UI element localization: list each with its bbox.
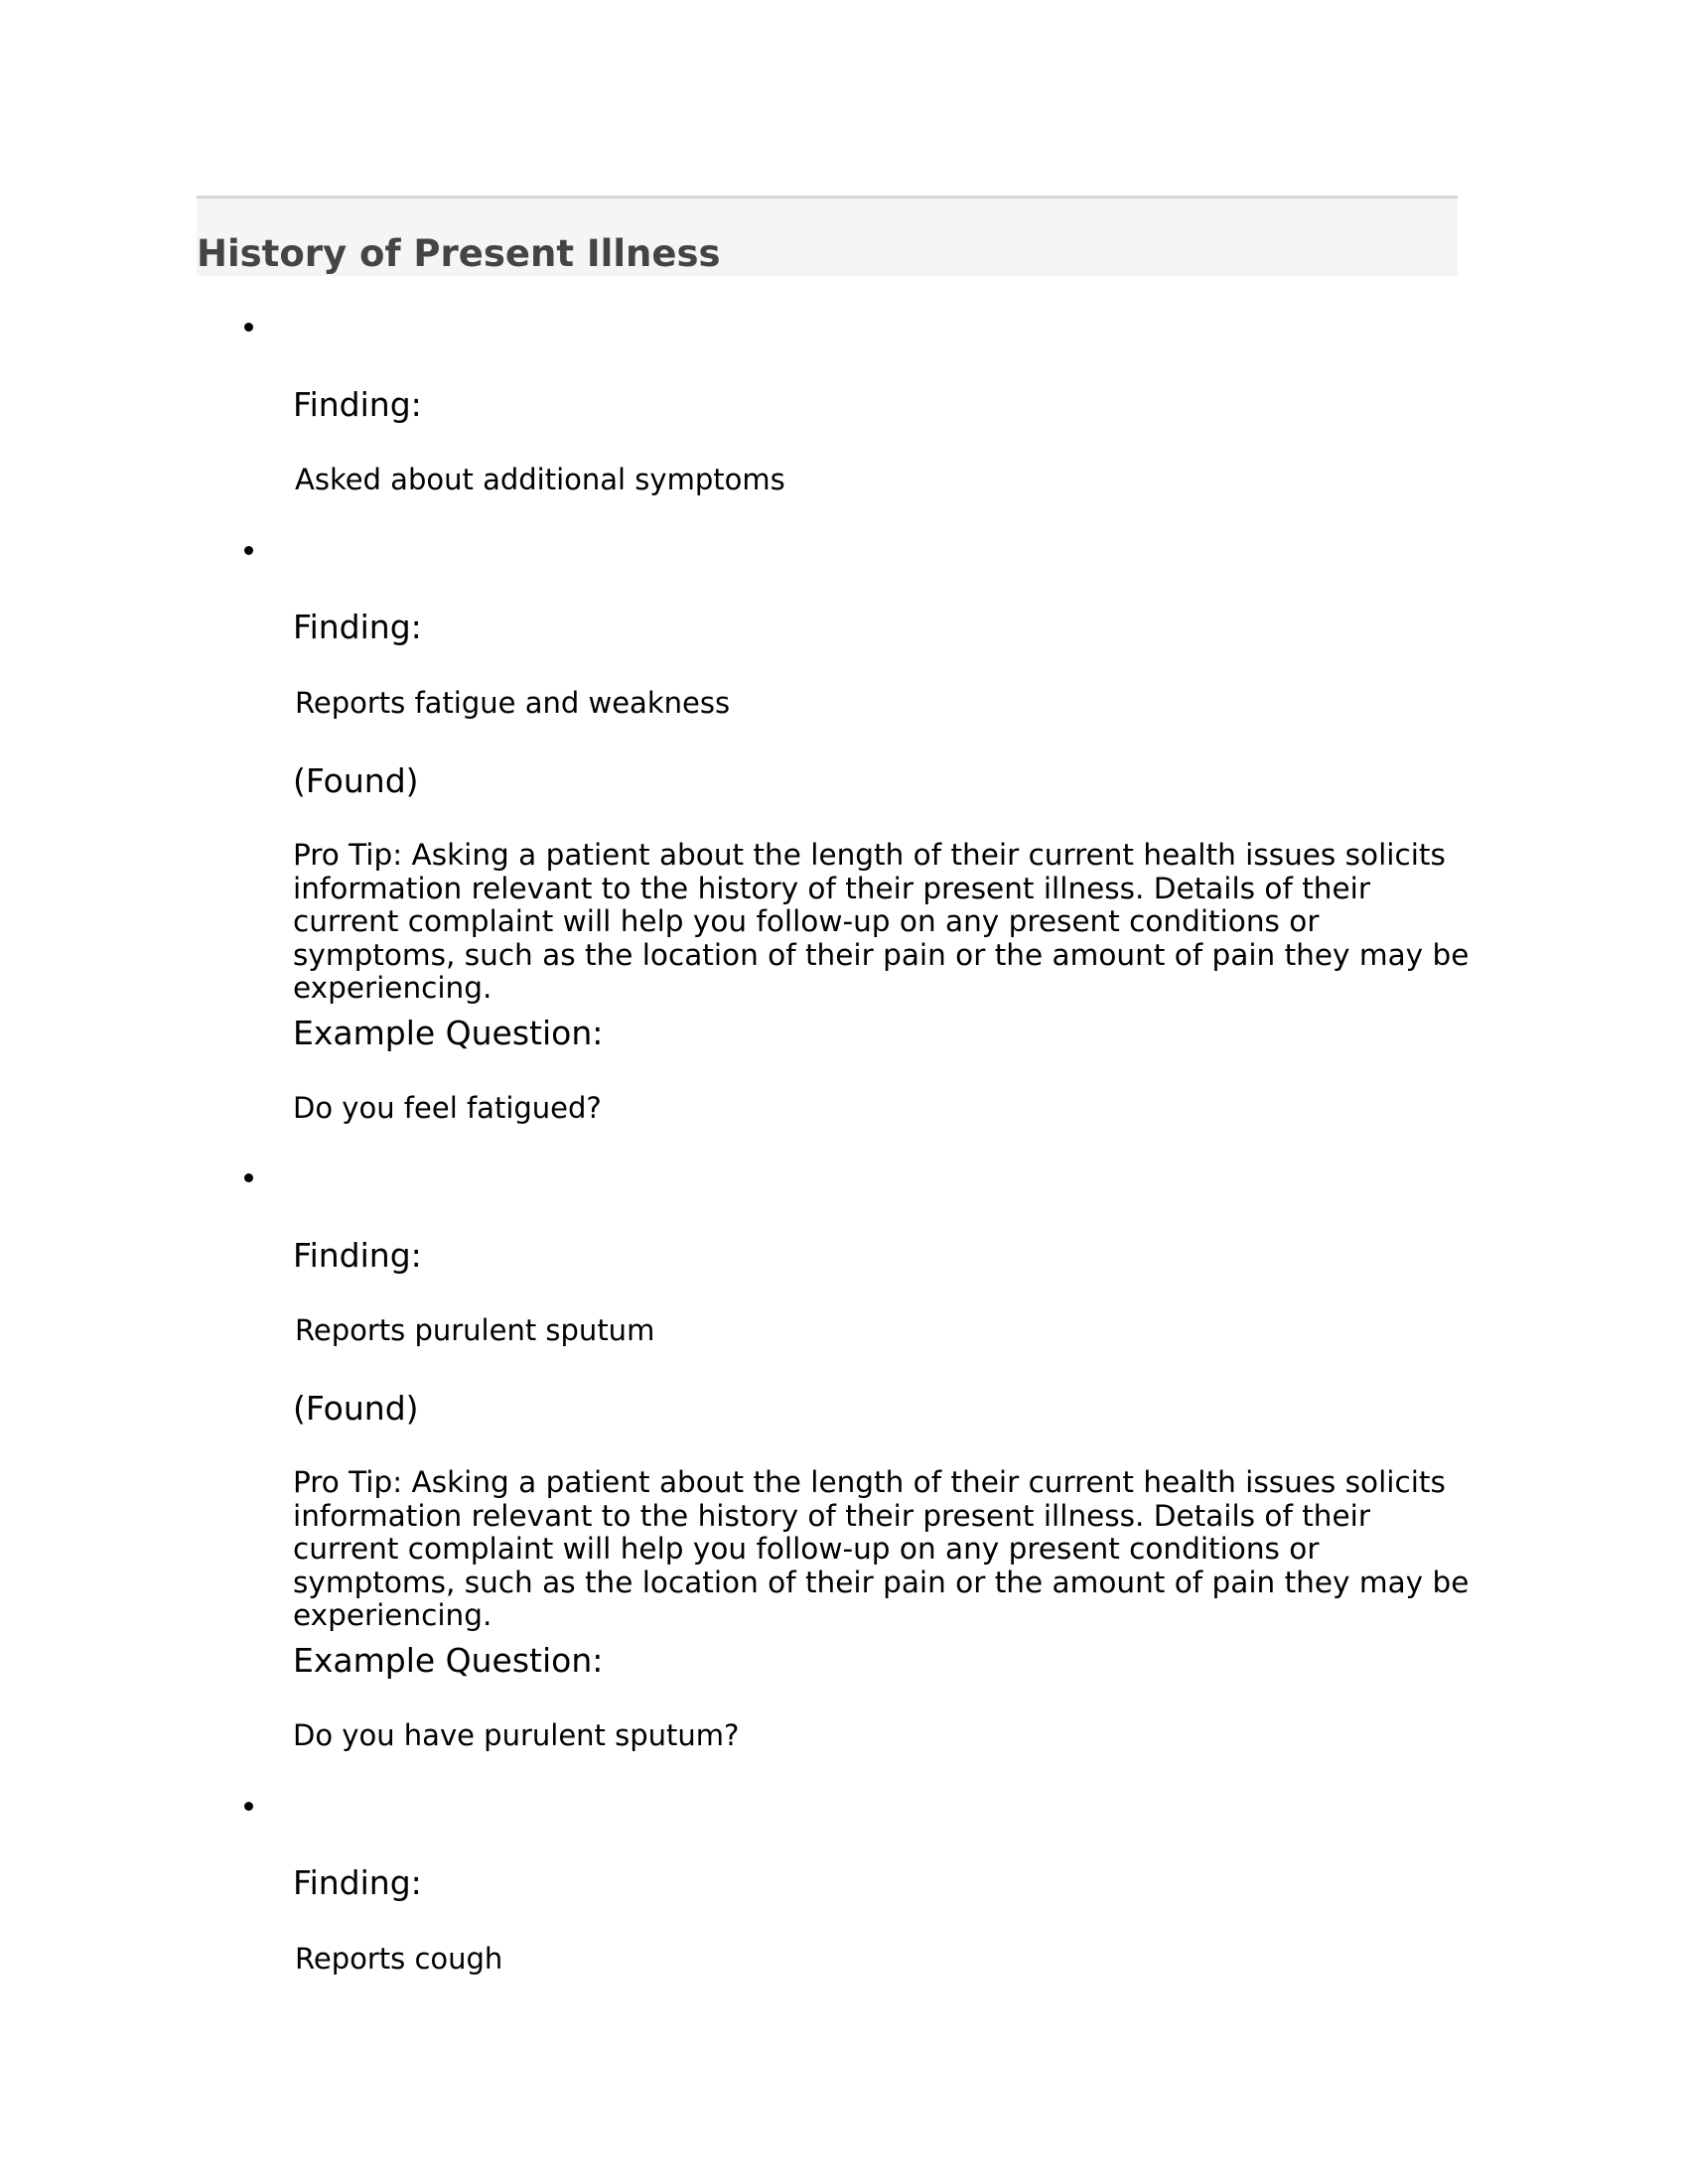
finding-label: Finding: <box>293 608 422 646</box>
finding-text: Asked about additional symptoms <box>295 463 785 496</box>
finding-label: Finding: <box>293 385 422 424</box>
bullet-icon <box>244 546 253 555</box>
section-title: History of Present Illness <box>197 232 721 275</box>
bullet-icon <box>244 1802 253 1811</box>
pro-tip: Pro Tip: Asking a patient about the length of their current health issues solicits information relevant to the history of their present illness. Details of their current complaint will help you follow-up on any present conditions or symptoms, such as the location of their pain or the amount of pain they may be experiencing. <box>293 838 1470 1005</box>
example-question: Do you feel fatigued? <box>293 1091 602 1125</box>
finding-label: Finding: <box>293 1236 422 1275</box>
example-question: Do you have purulent sputum? <box>293 1718 740 1752</box>
finding-text: Reports purulent sputum <box>295 1313 655 1347</box>
section-header <box>197 196 1458 276</box>
bullet-icon <box>244 323 253 332</box>
bullet-icon <box>244 1173 253 1182</box>
found-status: (Found) <box>293 1389 419 1428</box>
example-question-label: Example Question: <box>293 1014 604 1052</box>
finding-text: Reports cough <box>295 1942 503 1976</box>
example-question-label: Example Question: <box>293 1641 604 1680</box>
pro-tip: Pro Tip: Asking a patient about the length of their current health issues solicits information relevant to the history of their present illness. Details of their current complaint will help you follow-up on any present conditions or symptoms, such as the location of their pain or the amount of pain they may be experiencing. <box>293 1465 1470 1632</box>
finding-label: Finding: <box>293 1863 422 1902</box>
finding-text: Reports fatigue and weakness <box>295 686 731 720</box>
found-status: (Found) <box>293 761 419 800</box>
